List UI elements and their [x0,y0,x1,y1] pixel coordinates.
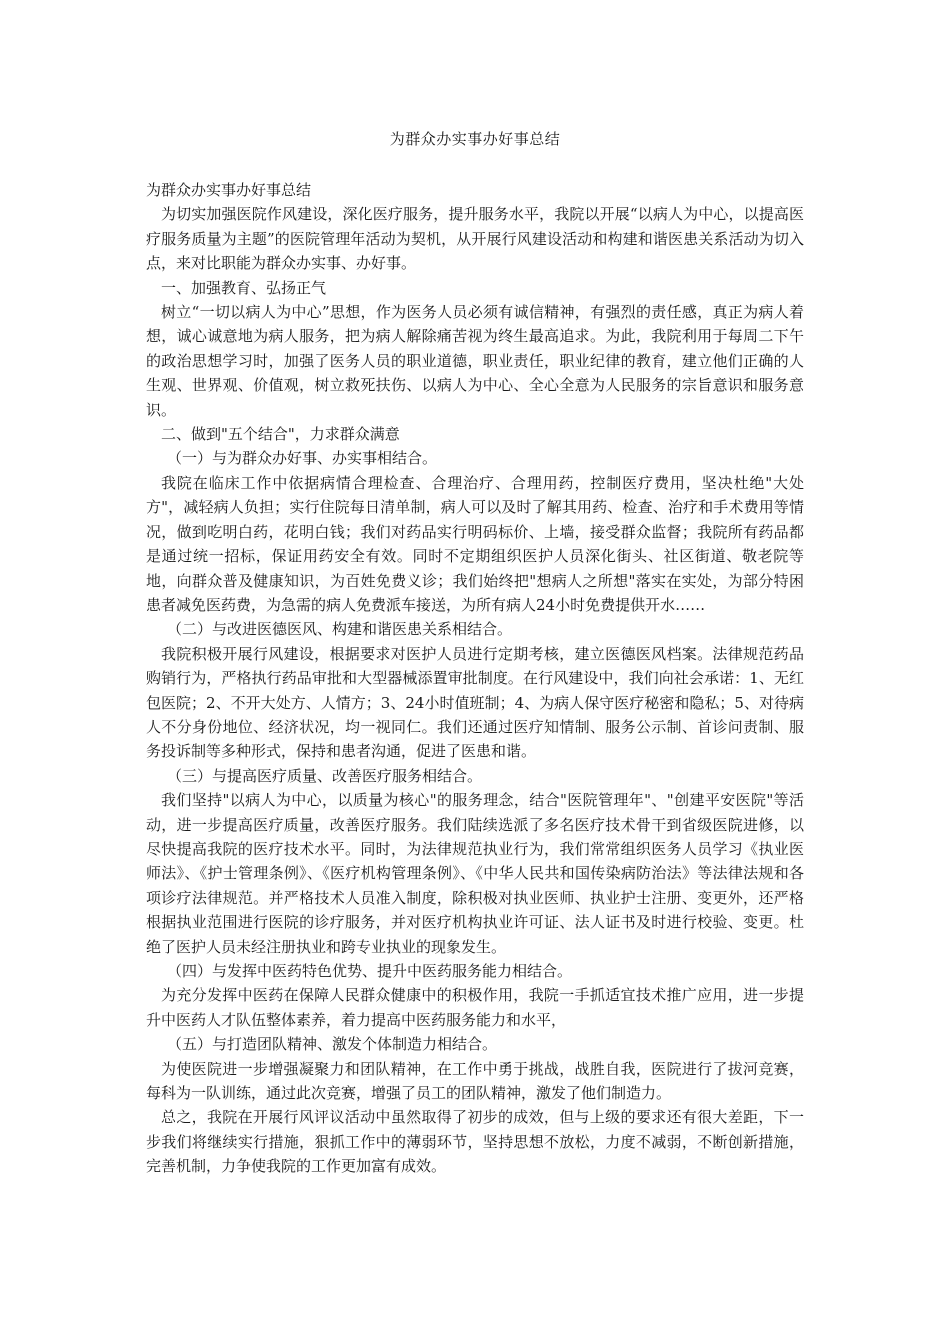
document-title: 为群众办实事办好事总结 [389,130,561,148]
document-body [146,178,804,1179]
subsection-heading-4: （四）与发挥中医药特色优势、提升中医药服务能力相结合。 [167,962,573,980]
intro-paragraph: 为切实加强医院作风建设，深化医疗服务，提升服务水平，我院以开展“以病人为中心，以提高医疗服务质量为主题”的医院管理年活动为契机，从开展行风建设活动和构建和谐医患关系活动为切入点，来对比职能为群众办实事、办好事。 [146,205,804,273]
subsection-heading-3: （三）与提高医疗质量、改善医疗服务相结合。 [167,766,483,785]
section-heading-1: 一、加强教育、弘扬正气 [161,278,327,297]
subsection-2-paragraph: 我院积极开展行风建设，根据要求对医护人员进行定期考核，建立医德医风档案。法律规范药品购销行为，严格执行药品审批和大型器械添置审批制度。在行风建设中，我们向社会承诺：1、无红包医院；2、不开大处方、人情方；3、24小时值班制；4、为病人保守医疗秘密和隐私；5、对待病人不分身份地位、经济状况，均一视同仁。我们还通过医疗知情制、服务公示制、首诊问责制、服务投诉制等多种形式，保持和患者沟通，促进了医患和谐。 [146,644,804,761]
body-subtitle: 为群众办实事办好事总结 [146,181,312,199]
subsection-heading-2: （二）与改进医德医风、构建和谐医患关系相结合。 [167,620,513,639]
subsection-1-paragraph: 我院在临床工作中依据病情合理检查、合理治疗、合理用药，控制医疗费用，坚决杜绝"大处方"，减轻病人负担；实行住院每日清单制，病人可以及时了解其用药、检查、治疗和手术费用等情况，做到吃明白药，花明白钱；我们对药品实行明码标价、上墙，接受群众监督；我院所有药品都是通过统一招标，保证用药安全有效。同时不定期组织医护人员深化街头、社区街道、敬老院等地，向群众普及健康知识，为百姓免费义诊；我们始终把"想病人之所想"落实在实处，为部分特困患者减免医药费，为急需的病人免费派车接送，为所有病人24小时免费提供开水…… [146,473,804,614]
section-heading-2: 二、做到"五个结合"，力求群众满意 [161,425,400,444]
subsection-3-paragraph: 我们坚持"以病人为中心，以质量为核心"的服务理念，结合"医院管理年"、"创建平安医院"等活动，进一步提高医疗质量，改善医疗服务。我们陆续选派了多名医疗技术骨干到省级医院进修，以尽快提高我院的医疗技术水平。同时，为法律规范执业行为，我们常常组织医务人员学习《执业医师法》、《护士管理条例》、《医疗机构管理条例》、《中华人民共和国传染病防治法》等法律法规和各项诊疗法律规范。并严格技术人员准入制度，除积极对执业医师、执业护士注册、变更外，还严格根据执业范围进行医院的诊疗服务，并对医疗机构执业许可证、法人证书及时进行校验、变更。杜绝了医护人员未经注册执业和跨专业执业的现象发生。 [146,791,804,956]
subsection-heading-1: （一）与为群众办好事、办实事相结合。 [167,449,438,468]
section-1-paragraph: 树立“一切以病人为中心”思想，作为医务人员必须有诚信精神，有强烈的责任感，真正为病人着想，诚心诚意地为病人服务，把为病人解除痛苦视为终生最高追求。为此，我院利用于每周二下午的政治思想学习时，加强了医务人员的职业道德，职业责任，职业纪律的教育，建立他们正确的人生观、世界观、价值观，树立救死扶伤、以病人为中心、全心全意为人民服务的宗旨意识和服务意识。 [146,303,804,419]
subsection-4-paragraph: 为充分发挥中医药在保障人民群众健康中的积极作用，我院一手抓适宜技术推广应用，进一步提升中医药人才队伍整体素养，着力提高中医药服务能力和水平， [146,986,804,1029]
conclusion-paragraph: 总之，我院在开展行风评议活动中虽然取得了初步的成效，但与上级的要求还有很大差距，下一步我们将继续实行措施，狠抓工作中的薄弱环节，坚持思想不放松，力度不减弱，不断创新措施，完善机制，力争使我院的工作更加富有成效。 [146,1108,804,1176]
subsection-5-paragraph: 为使医院进一步增强凝聚力和团队精神，在工作中勇于挑战，战胜自我，医院进行了拔河竞赛，每科为一队训练，通过此次竞赛，增强了员工的团队精神，激发了他们制造力。 [146,1059,804,1103]
subsection-heading-5: （五）与打造团队精神、激发个体制造力相结合。 [167,1035,498,1054]
